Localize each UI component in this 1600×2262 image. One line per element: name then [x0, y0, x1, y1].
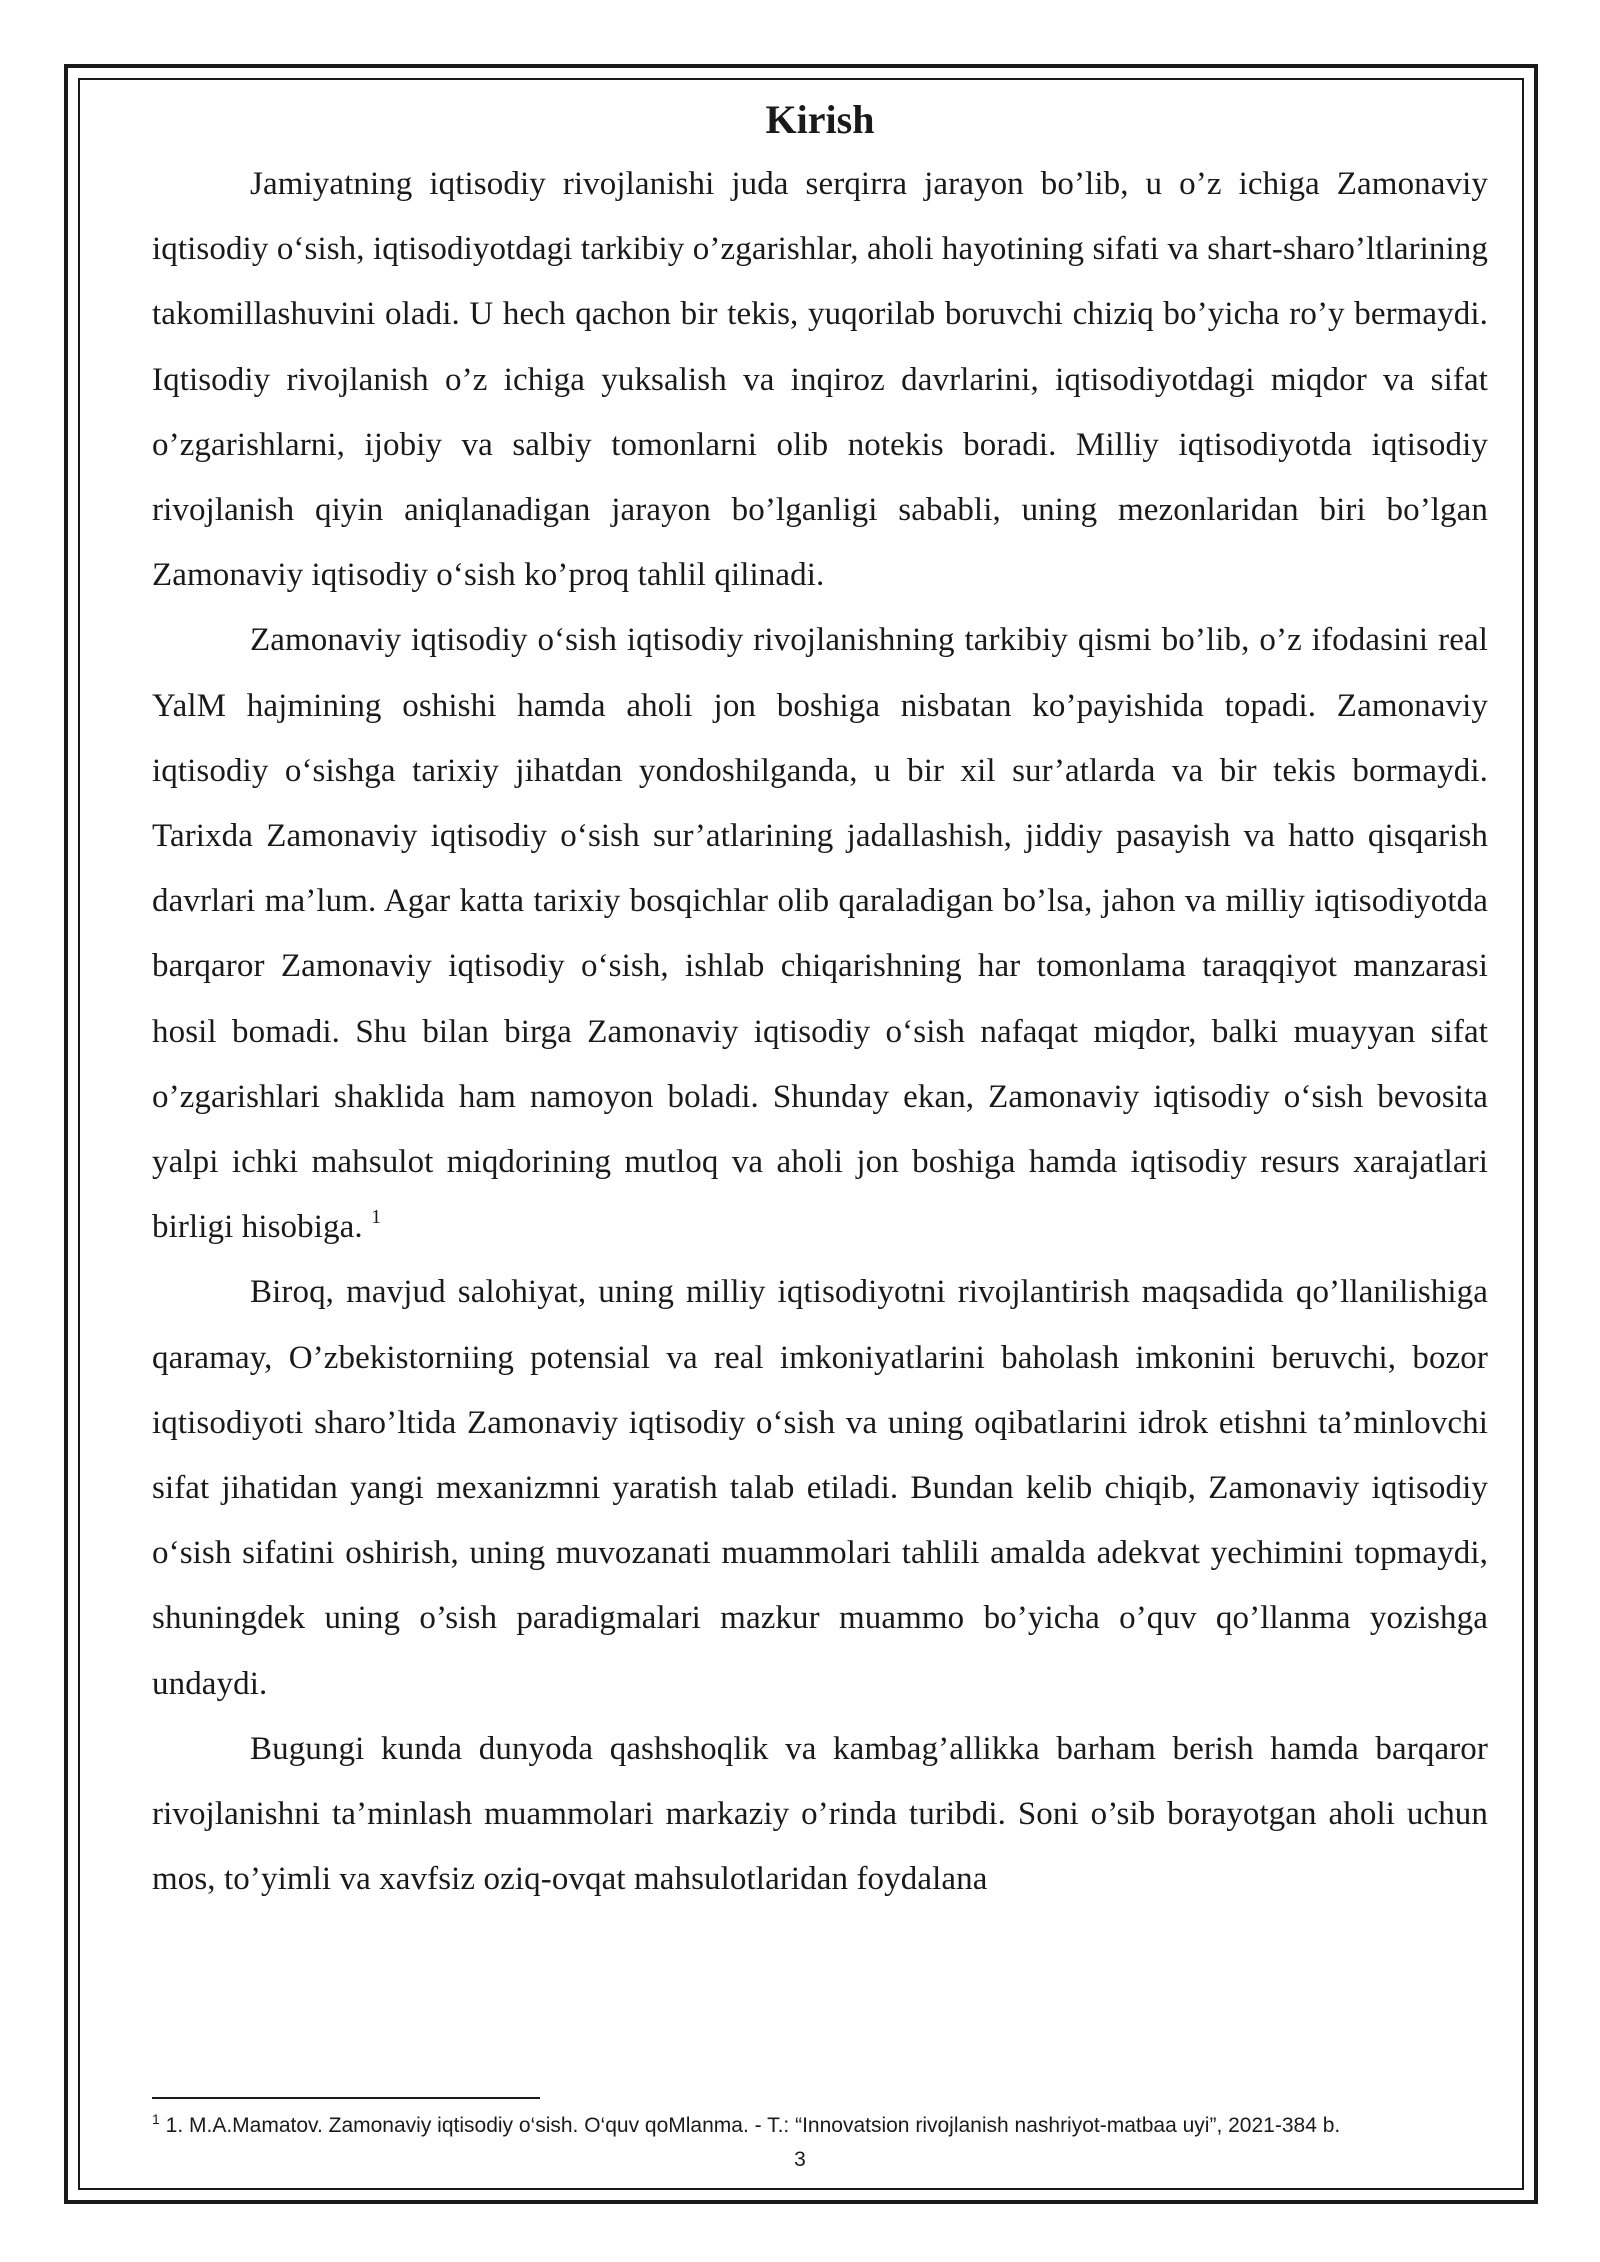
footnote-marker: 1	[152, 2111, 160, 2127]
footnote	[152, 2112, 1492, 2140]
paragraph-2-text: Zamonaviy iqtisodiy o‘sish iqtisodiy rivojlanishning tarkibiy qismi bo’lib, o’z ifodasini real YalM hajmining oshishi hamda aholi jon boshiga nisbatan ko’payishida topadi. Zamonaviy iqtisodiy o‘sishga tarixiy jihatdan yondoshilganda, u bir xil sur’atlarda va bir tekis bormaydi. Tarixda Zamonaviy iqtisodiy o‘sish sur’atlarining jadallashish, jiddiy pasayish va hatto qisqarish davrlari ma’lum. Agar katta tarixiy bosqichlar olib qaraladigan bo’lsa, jahon va milliy iqtisodiyotda barqaror Zamonaviy iqtisodiy o‘sish, ishlab chiqarishning har tomonlama taraqqiyot manzarasi hosil bomadi. Shu bilan birga Zamonaviy iqtisodiy o‘sish nafaqat miqdor, balki muayyan sifat o’zgarishlari shaklida ham namoyon boladi. Shunday ekan, Zamonaviy iqtisodiy o‘sish bevosita yalpi ichki mahsulot miqdorining mutloq va aholi jon boshiga hamda iqtisodiy resurs xarajatlari birligi hisobiga.	[152, 622, 1488, 1246]
paragraph-1: Jamiyatning iqtisodiy rivojlanishi juda serqirra jarayon bo’lib, u o’z ichiga Zamonaviy iqtisodiy o‘sish, iqtisodiyotdagi tarkibiy o’zgarishlar, aholi hayotining sifati va shart-sharo’ltlarining takomillashuvini oladi. U hech qachon bir tekis, yuqorilab boruvchi chiziq bo’yicha ro’y bermaydi. Iqtisodiy rivojlanish o’z ichiga yuksalish va inqiroz davrlarini, iqtisodiyotdagi miqdor va sifat o’zgarishlarni, ijobiy va salbiy tomonlarni olib notekis boradi. Milliy iqtisodiyotda iqtisodiy rivojlanish qiyin aniqlanadigan jarayon bo’lganligi sababli, uning mezonlaridan biri bo’lgan Zamonaviy iqtisodiy o‘sish ko’proq tahlil qilinadi.	[152, 166, 1488, 594]
page-number: 3	[794, 2148, 806, 2171]
footnote-separator	[152, 2097, 540, 2099]
page-content	[152, 88, 1488, 1912]
paragraph-2	[152, 608, 1488, 1260]
footnote-text: 1. M.A.Mamatov. Zamonaviy iqtisodiy o‘sish. O‘quv qoMlanma. - T.: “Innovatsion rivojlanish nashriyot-matbaa uyi”, 2021-384 b.	[165, 2114, 1341, 2137]
paragraph-3: Biroq, mavjud salohiyat, uning milliy iqtisodiyotni rivojlantirish maqsadida qo’llanilishiga qaramay, O’zbekistorniing potensial va real imkoniyatlarini baholash imkonini beruvchi, bozor iqtisodiyoti sharo’ltida Zamonaviy iqtisodiy o‘sish va uning oqibatlarini idrok etishni ta’minlovchi sifat jihatidan yangi mexanizmni yaratish talab etiladi. Bundan kelib chiqib, Zamonaviy iqtisodiy o‘sish sifatini oshirish, uning muvozanati muammolari tahlili amalda adekvat yechimini topmaydi, shuningdek uning o’sish paradigmalari mazkur muammo bo’yicha o’quv qo’llanma yozishga undaydi.	[152, 1274, 1488, 1702]
page-title: Kirish	[765, 97, 875, 142]
footnote-reference[interactable]: 1	[371, 1206, 382, 1229]
paragraph-4: Bugungi kunda dunyoda qashshoqlik va kambag’allikka barham berish hamda barqaror rivojlanishni ta’minlash muammolari markaziy o’rinda turibdi. Soni o’sib borayotgan aholi uchun mos, to’yimli va xavfsiz oziq-ovqat mahsulotlaridan foydalana	[152, 1730, 1488, 1898]
